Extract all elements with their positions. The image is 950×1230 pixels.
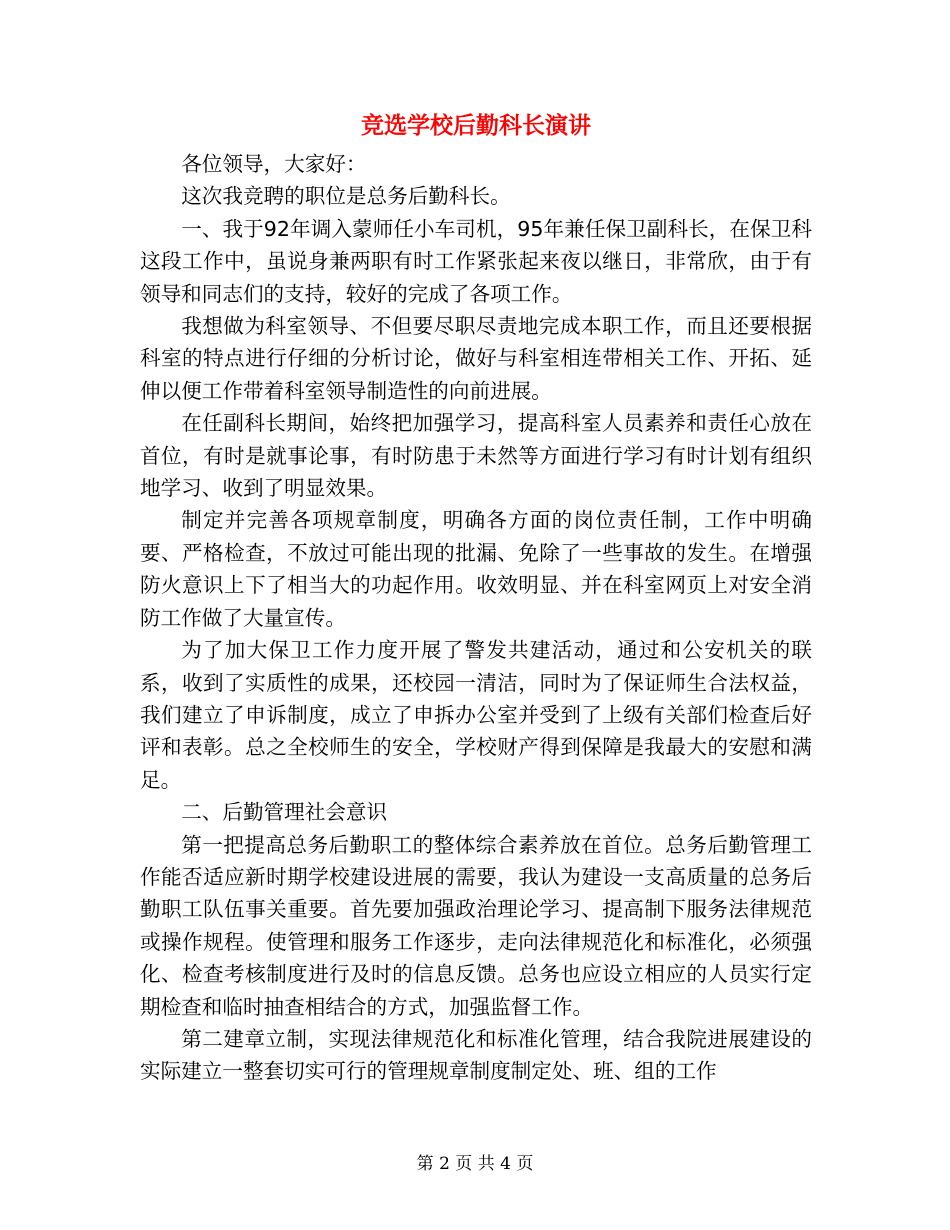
- paragraph-section-one: 一、我于92年调入蒙师任小车司机，95年兼任保卫副科长，在保卫科这段工作中，虽说身兼两职有时工作紧张起来夜以继日，非常欣，由于有领导和同志们的支持，较好的完成了各项工作。: [140, 216, 812, 306]
- paragraph-rules: 制定并完善各项规章制度，明确各方面的岗位责任制，工作中明确要、严格检查，不放过可能出现的批漏、免除了一些事故的发生。在增强防火意识上下了相当大的功起作用。收效明显、并在科室网页上对安全消防工作做了大量宣传。: [140, 508, 812, 630]
- paragraph-second-point: 第二建章立制，实现法律规范化和标准化管理，结合我院进展建设的实际建立一整套切实可行的管理规章制度制定处、班、组的工作: [140, 1026, 812, 1084]
- page-number-footer: 第 2 页 共 4 页: [416, 1154, 534, 1174]
- paragraph-leadership: 我想做为科室领导、不但要尽职尽责地完成本职工作，而且还要根据科室的特点进行仔细的分析讨论，做好与科室相连带相关工作、开拓、延伸以便工作带着科室领导制造性的向前进展。: [140, 314, 812, 403]
- document-body: [140, 108, 812, 1088]
- paragraph-section-two: 二、后勤管理社会意识: [181, 800, 388, 825]
- paragraph-greeting: 各位领导，大家好：: [181, 152, 367, 176]
- paragraph-security: 为了加大保卫工作力度开展了警发共建活动，通过和公安机关的联系，收到了实质性的成果，还校园一清洁，同时为了保证师生合法权益，我们建立了申诉制度，成立了申拆办公室并受到了上级有关部们检查后好评和表彰。总之全校师生的安全，学校财产得到保障是我最大的安慰和满足。: [140, 638, 812, 792]
- document-title: 竞选学校后勤科长演讲: [361, 113, 591, 139]
- paragraph-first-point: 第一把提高总务后勤职工的整体综合素养放在首位。总务后勤管理工作能否适应新时期学校建设进展的需要，我认为建设一支高质量的总务后勤职工队伍事关重要。首先要加强政治理论学习、提高制下服务法律规范或操作规程。使管理和服务工作逐步，走向法律规范化和标准化，必须强化、检查考核制度进行及时的信息反馈。总务也应设立相应的人员实行定期检查和临时抽查相结合的方式，加强监督工作。: [140, 832, 812, 1019]
- paragraph-study: 在任副科长期间，始终把加强学习，提高科室人员素养和责任心放在首位，有时是就事论事，有时防患于未然等方面进行学习有时计划有组织地学习、收到了明显效果。: [140, 411, 812, 501]
- paragraph-position: 这次我竞聘的职位是总务后勤科长。: [181, 184, 511, 209]
